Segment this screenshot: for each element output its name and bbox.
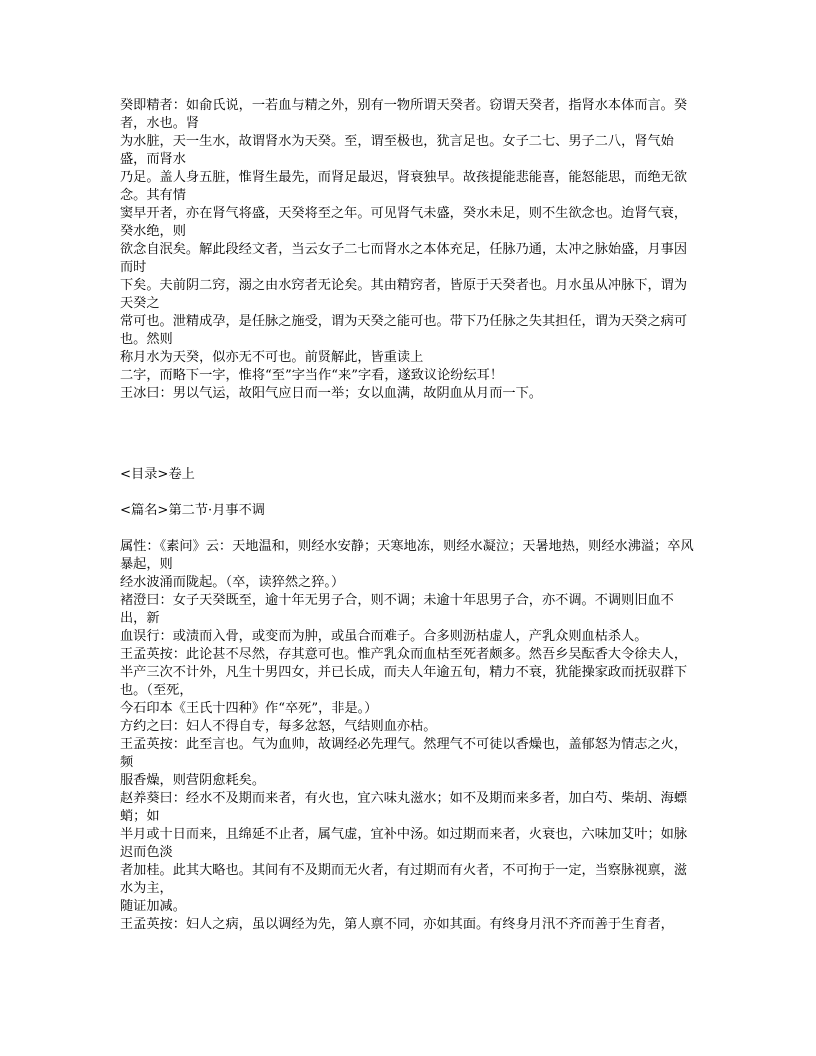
text-line: 服香燥，则营阴愈耗矣。 (120, 773, 266, 788)
text-line: 常可也。泄精成孕，是任脉之施受，谓为天癸之能可也。带下乃任脉之失其担任，谓为天癸之病可也。然则 (120, 314, 688, 347)
section-menstrual-irregularity (120, 538, 700, 934)
section-spacer (120, 403, 700, 466)
text-line: 者加桂。此其大略也。其间有不及期而无火者，有过期而有火者，不可拘于一定，当察脉视禀，滋水为主， (120, 863, 688, 896)
text-line: 王孟英按：此论甚不尽然，存其意可也。惟产乳众而血枯至死者颇多。然吾乡吴酝香大令徐夫人， (120, 647, 688, 662)
text-line: 乃足。盖人身五脏，惟肾生最先，而肾足最迟，肾衰独早。故孩提能悲能喜，能怒能思，而绝无欲念。其有情 (120, 170, 688, 203)
section-tiangui-explanation (120, 97, 700, 403)
text-line: 癸即精者：如俞氏说，一若血与精之外，别有一物所谓天癸者。窃谓天癸者，指肾水本体而言。癸者，水也。肾 (120, 98, 688, 131)
text-line: 称月水为天癸，似亦无不可也。前贤解此，皆重读上 (120, 350, 424, 365)
text-line: 赵养葵曰：经水不及期而来者，有火也，宜六味丸滋水；如不及期而来多者，加白芍、柴胡、海螵蛸；如 (120, 791, 688, 824)
text-line: 今石印本《王氏十四种》作“卒死”，非是。） (120, 701, 378, 716)
heading-spacer (120, 484, 700, 502)
text-line: 王孟英按：妇人之病，虽以调经为先，第人禀不同，亦如其面。有终身月汛不齐而善于生育者， (120, 917, 674, 932)
text-line: 欲念自泯矣。解此段经文者，当云女子二七而肾水之本体充足，任脉乃通，太冲之脉始盛，月事因而时 (120, 242, 688, 275)
text-line: 半产三次不计外，凡生十男四女，并已长成，而夫人年逾五旬，精力不衰，犹能操家政而抚驭群下也。（至死， (120, 665, 688, 698)
text-line: 王冰曰：男以气运，故阳气应日而一举；女以血满，故阴血从月而一下。 (120, 386, 542, 401)
text-line: 褚澄曰：女子天癸既至，逾十年无男子合，则不调；未逾十年思男子合，亦不调。不调则旧血不出，新 (120, 593, 674, 626)
text-line: 二字，而略下一字，惟将“至”字当作“来”字看，遂致议论纷纭耳！ (120, 368, 504, 383)
text-line: 属性：《素问》云：天地温和，则经水安静；天寒地冻，则经水凝泣；天暑地热，则经水沸溢；卒风暴起，则 (120, 539, 694, 572)
text-line: 为水脏，天一生水，故谓肾水为天癸。至，谓至极也，犹言足也。女子二七、男子二八，肾气始盛，而肾水 (120, 134, 674, 167)
text-line: 随证加减。 (120, 899, 186, 914)
text-line: 王孟英按：此至言也。气为血帅，故调经必先理气。然理气不可徒以香燥也，盖郁怒为情志之火，频 (120, 737, 688, 770)
chapter-title: <篇名>第二节·月事不调 (120, 503, 265, 518)
text-line: 下矣。夫前阴二窍，溺之由水窍者无论矣。其由精窍者，皆原于天癸者也。月水虽从冲脉下，谓为天癸之 (120, 278, 688, 311)
text-line: 方约之曰：妇人不得自专，每多忿怒，气结则血亦枯。 (120, 719, 437, 734)
text-line: 血误行：或渍而入骨，或变而为肿，或虽合而难子。合多则沥枯虚人，产乳众则血枯杀人。 (120, 629, 648, 644)
text-line: 窦早开者，亦在肾气将盛，天癸将至之年。可见肾气未盛，癸水未足，则不生欲念也。迨肾气衰，癸水绝，则 (120, 206, 688, 239)
document-page (120, 97, 700, 934)
text-line: 经水波涌而陇起。（卒，读猝然之猝。） (120, 575, 345, 590)
catalog-heading: <目录>卷上 (120, 467, 195, 482)
heading-spacer (120, 520, 700, 538)
text-line: 半月或十日而来，且绵延不止者，属气虚，宜补中汤。如过期而来者，火衰也，六味加艾叶；如脉迟而色淡 (120, 827, 688, 860)
